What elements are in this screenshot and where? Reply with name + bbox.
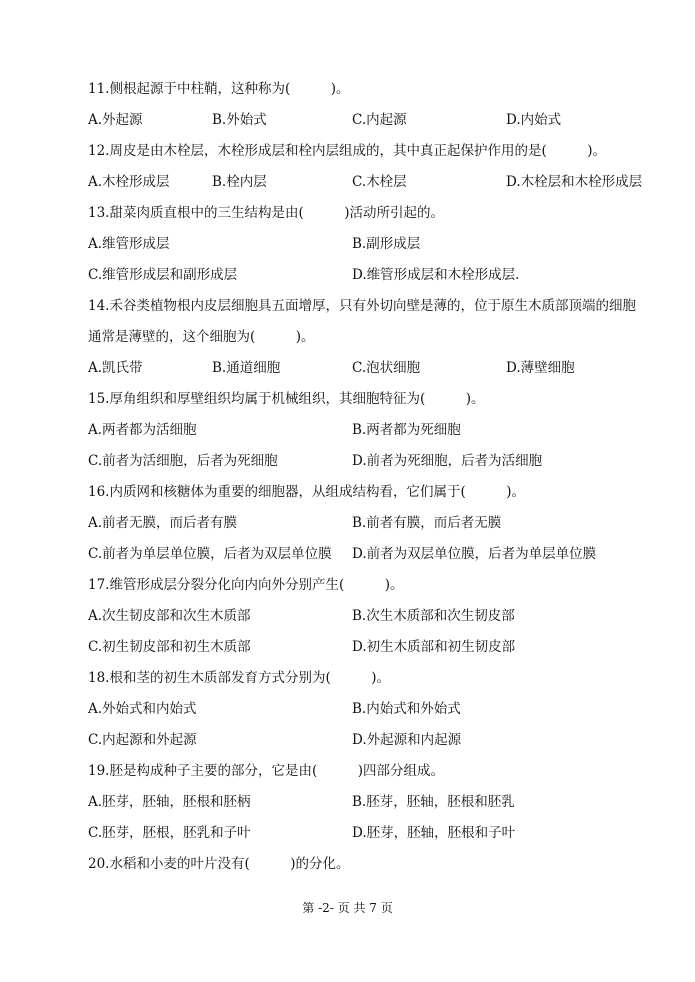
answer-option: B.次生木质部和次生韧皮部 (352, 608, 515, 624)
answer-option: D.外起源和内起源 (352, 732, 462, 748)
answer-option: C.泡状细胞 (352, 360, 421, 376)
question-stem: 11.侧根起源于中柱鞘，这种称为( )。 (88, 81, 350, 97)
answer-option: C.内起源和外起源 (88, 732, 197, 748)
question-stem: 17.维管形成层分裂分化向内向外分别产生( )。 (88, 577, 404, 593)
options-row (88, 173, 658, 191)
question-stem: 15.厚角组织和厚壁组织均属于机械组织，其细胞特征为( )。 (88, 391, 485, 407)
answer-option: D.木栓层和木栓形成层 (506, 174, 643, 190)
options-row (88, 824, 658, 842)
answer-option: B.栓内层 (212, 174, 267, 190)
options-row (88, 700, 658, 718)
options-row (88, 514, 658, 532)
page-footer: 第 -2- 页 共 7 页 (302, 901, 393, 915)
answer-option: A.外始式和内始式 (88, 701, 197, 717)
answer-option: B.两者都为死细胞 (352, 422, 461, 438)
answer-option: D.内始式 (506, 112, 562, 128)
options-row (88, 235, 658, 253)
options-row (88, 266, 658, 284)
answer-option: D.初生木质部和初生韧皮部 (352, 639, 516, 655)
answer-option: C.内起源 (352, 112, 407, 128)
answer-option: C.前者为活细胞，后者为死细胞 (88, 453, 278, 469)
answer-option: B.通道细胞 (212, 360, 281, 376)
answer-option: C.前者为单层单位膜，后者为双层单位膜 (88, 546, 332, 562)
answer-option: A.前者无膜，而后者有膜 (88, 515, 238, 531)
answer-option: A.次生韧皮部和次生木质部 (88, 608, 251, 624)
question-stem: 13.甜菜肉质直根中的三生结构是由( )活动所引起的。 (88, 205, 445, 221)
options-row (88, 731, 658, 749)
options-row (88, 793, 658, 811)
answer-option: D.前者为死细胞，后者为活细胞 (352, 453, 543, 469)
answer-option: B.内始式和外始式 (352, 701, 461, 717)
options-row (88, 607, 658, 625)
answer-option: A.凯氏带 (88, 360, 143, 376)
question-stem: 14.禾谷类植物根内皮层细胞具五面增厚，只有外切向壁是薄的，位于原生木质部顶端的细胞 (88, 298, 636, 314)
answer-option: D.胚芽，胚轴，胚根和子叶 (352, 825, 516, 841)
answer-option: A.维管形成层 (88, 236, 170, 252)
answer-option: A.胚芽，胚轴，胚根和胚柄 (88, 794, 251, 810)
question-stem: 16.内质网和核糖体为重要的细胞器，从组成结构看，它们属于( )。 (88, 484, 526, 500)
answer-option: B.副形成层 (352, 236, 421, 252)
answer-option: C.胚芽，胚根，胚乳和子叶 (88, 825, 251, 841)
answer-option: B.胚芽，胚轴，胚根和胚乳 (352, 794, 515, 810)
answer-option: C.初生韧皮部和初生木质部 (88, 639, 251, 655)
question-stem: 12.周皮是由木栓层，木栓形成层和栓内层组成的，其中真正起保护作用的是( )。 (88, 143, 607, 159)
question-stem: 19.胚是构成种子主要的部分，它是由( )四部分组成。 (88, 763, 445, 779)
answer-option: D.薄壁细胞 (506, 360, 575, 376)
question-stem: 18.根和茎的初生木质部发育方式分别为( )。 (88, 670, 391, 686)
answer-option: D.前者为双层单位膜，后者为单层单位膜 (352, 546, 597, 562)
answer-option: D.维管形成层和木栓形成层. (352, 267, 520, 283)
answer-option: A.木栓形成层 (88, 174, 170, 190)
options-row (88, 638, 658, 656)
question-stem: 20.水稻和小麦的叶片没有( )的分化。 (88, 856, 350, 872)
answer-option: A.两者都为活细胞 (88, 422, 197, 438)
options-row (88, 452, 658, 470)
options-row (88, 111, 658, 129)
options-row (88, 545, 658, 563)
options-row (88, 359, 658, 377)
options-row (88, 421, 658, 439)
answer-option: A.外起源 (88, 112, 143, 128)
answer-option: C.木栓层 (352, 174, 407, 190)
question-stem: 通常是薄壁的，这个细胞为( )。 (88, 329, 315, 345)
answer-option: C.维管形成层和副形成层 (88, 267, 238, 283)
answer-option: B.前者有膜，而后者无膜 (352, 515, 502, 531)
answer-option: B.外始式 (212, 112, 267, 128)
